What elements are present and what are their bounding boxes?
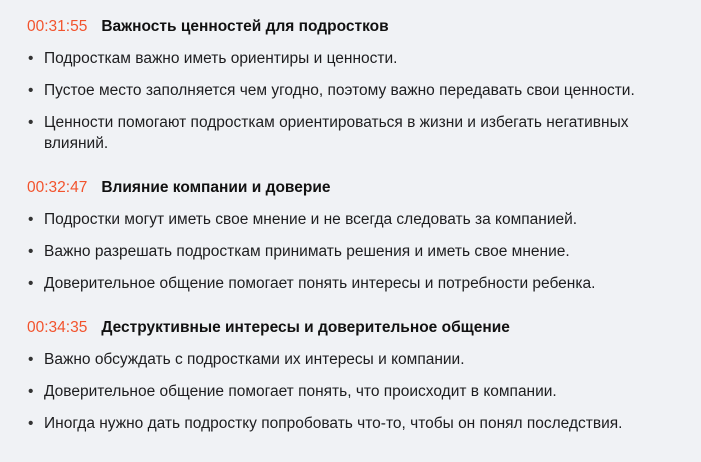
bullet-text: Доверительное общение помогает понять интересы и потребности ребенка.: [44, 275, 596, 292]
bullet-item: [27, 112, 681, 154]
bullet-icon: •: [28, 82, 34, 99]
section-header: [27, 14, 681, 39]
bullet-text: Доверительное общение помогает понять, что происходит в компании.: [44, 383, 557, 400]
summary-section: [27, 175, 681, 294]
bullet-icon: •: [28, 351, 34, 368]
bullet-text: Иногда нужно дать подростку попробовать что-то, чтобы он понял последствия.: [44, 415, 623, 432]
bullet-item: [27, 80, 681, 101]
timestamp-link[interactable]: 00:34:35: [27, 319, 88, 336]
section-title: Влияние компании и доверие: [101, 179, 331, 196]
bullet-item: [27, 273, 681, 294]
summary-section: [27, 14, 681, 154]
bullet-text: Подросткам важно иметь ориентиры и ценности.: [44, 50, 398, 67]
section-header: [27, 175, 681, 200]
bullet-icon: •: [28, 50, 34, 67]
bullet-item: [27, 209, 681, 230]
bullet-item: [27, 413, 681, 434]
bullet-icon: •: [28, 243, 34, 260]
bullet-icon: •: [28, 383, 34, 400]
summary-section: [27, 315, 681, 434]
bullet-item: [27, 48, 681, 69]
bullet-list: [27, 209, 681, 294]
bullet-icon: •: [28, 211, 34, 228]
timestamp-link[interactable]: 00:32:47: [27, 179, 88, 196]
bullet-text: Ценности помогают подросткам ориентироваться в жизни и избегать негативных влияний.: [44, 114, 629, 152]
bullet-icon: •: [28, 275, 34, 292]
bullet-text: Важно обсуждать с подростками их интересы и компании.: [44, 351, 465, 368]
bullet-list: [27, 48, 681, 154]
section-title: Деструктивные интересы и доверительное общение: [101, 319, 510, 336]
bullet-icon: •: [28, 114, 34, 131]
timestamp-link[interactable]: 00:31:55: [27, 18, 88, 35]
bullet-item: [27, 349, 681, 370]
bullet-icon: •: [28, 415, 34, 432]
bullet-list: [27, 349, 681, 434]
bullet-item: [27, 381, 681, 402]
bullet-item: [27, 241, 681, 262]
bullet-text: Подростки могут иметь свое мнение и не всегда следовать за компанией.: [44, 211, 578, 228]
section-title: Важность ценностей для подростков: [101, 18, 389, 35]
bullet-text: Пустое место заполняется чем угодно, поэтому важно передавать свои ценности.: [44, 82, 635, 99]
section-header: [27, 315, 681, 340]
bullet-text: Важно разрешать подросткам принимать решения и иметь свое мнение.: [44, 243, 570, 260]
